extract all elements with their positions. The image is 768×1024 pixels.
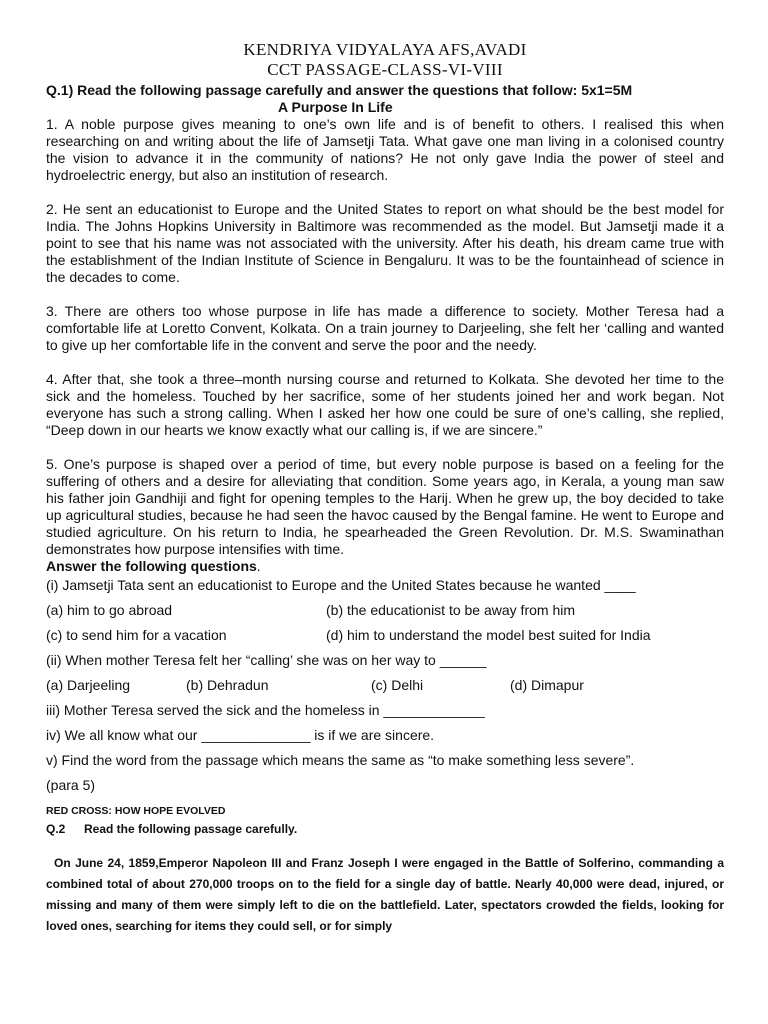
option-ii-b: (b) Dehradun — [186, 677, 269, 693]
question-v-para-ref: (para 5) — [46, 777, 96, 793]
passage-title: A Purpose In Life — [278, 99, 393, 115]
passage-paragraph-1: 1. A noble purpose gives meaning to one’s own life and is of benefit to others. I realised this when researching on and writing about the life of Jamsetji Tata. What gave one man living in a colonised country the vision to advance it in the community of nations? He not only gave India the power of steel and hydroelectric energy, but also an institution of research. — [46, 116, 724, 183]
question-i: (i) Jamsetji Tata sent an educationist to Europe and the United States because he wanted ____ — [46, 577, 636, 593]
passage-paragraph-4: 4. After that, she took a three–month nursing course and returned to Kolkata. She devoted her time to the sick and the homeless. Touched by her sacrifice, some of her students joined her and work began. Not everyone has such a strong calling. When I asked her how one could be sure of one’s calling, she replied, “Deep down in our hearts we know exactly what our calling is, if we are sincere.” — [46, 371, 724, 438]
option-ii-c: (c) Delhi — [371, 677, 424, 693]
passage-paragraph-2: 2. He sent an educationist to Europe and the United States to report on what should be the best model for India. The Johns Hopkins University in Baltimore was recommended as the model. But Jamsetji made it a point to see that his name was not associated with the university. After his death, his dream came true with the establishment of the Indian Institute of Science in Bengaluru. It was to be the fountainhead of science in the decades to come. — [46, 201, 724, 285]
option-ii-d: (d) Dimapur — [510, 677, 584, 693]
question-iii: iii) Mother Teresa served the sick and the homeless in _____________ — [46, 702, 485, 718]
passage-paragraph-5: 5. One’s purpose is shaped over a period of time, but every noble purpose is based on a feeling for the suffering of others and a desire for alleviating that condition. Some years ago, in Kerala, a young man saw his father join Gandhiji and fight for opening temples to the Harij. When he grew up, the boy decided to take up agricultural studies, because he had seen the havoc caused by the Bengal famine. He went to Europe and studied agriculture. On his return to India, he spearheaded the Green Revolution. Dr. M.S. Swaminathan demonstrates how purpose intensifies with time. — [46, 456, 724, 557]
option-i-c: (c) to send him for a vacation — [46, 627, 227, 643]
question-i-options-row-2 — [46, 627, 724, 644]
question-ii-options — [46, 677, 724, 694]
q2-number: Q.2 — [46, 822, 66, 836]
option-ii-a: (a) Darjeeling — [46, 677, 131, 693]
question-v: v) Find the word from the passage which means the same as “to make something less severe”. — [46, 752, 635, 768]
q2-paragraph: On June 24, 1859,Emperor Napoleon III and Franz Joseph I were engaged in the Battle of Solferino, commanding a combined total of about 270,000 troops on to the field for a single day of battle. Nearly 40,000 were dead, injured, or missing and many of them were simply left to die on the battlefield. Later, spectators crowded the fields, looking for loved ones, searching for items they could sell, or for simply — [46, 856, 724, 933]
option-i-b: (b) the educationist to be away from him — [326, 602, 576, 618]
q2-instruction: Read the following passage carefully. — [84, 822, 298, 836]
answer-heading: Answer the following questions. — [46, 558, 261, 574]
document-page — [46, 40, 724, 949]
question-iv: iv) We all know what our ______________ is if we are sincere. — [46, 727, 435, 743]
q2-instruction-line — [46, 822, 724, 837]
question-i-options-row-1 — [46, 602, 724, 619]
q2-section-title: RED CROSS: HOW HOPE EVOLVED — [46, 805, 226, 817]
option-i-d: (d) him to understand the model best suited for India — [326, 627, 651, 643]
q1-instruction: Q.1) Read the following passage carefully and answer the questions that follow: 5x1=5M — [46, 82, 633, 98]
question-ii: (ii) When mother Teresa felt her “calling’ she was on her way to ______ — [46, 652, 487, 668]
passage-subtitle: CCT PASSAGE-CLASS-VI-VIII — [267, 60, 503, 79]
passage-paragraph-3: 3. There are others too whose purpose in life has made a difference to society. Mother Teresa had a comfortable life at Loretto Convent, Kolkata. On a train journey to Darjeeling, she felt her ‘calling and wanted to give up her comfortable life in the convent and serve the poor and the needy. — [46, 303, 724, 353]
school-name: KENDRIYA VIDYALAYA AFS,AVADI — [243, 40, 527, 59]
option-i-a: (a) him to go abroad — [46, 602, 173, 618]
